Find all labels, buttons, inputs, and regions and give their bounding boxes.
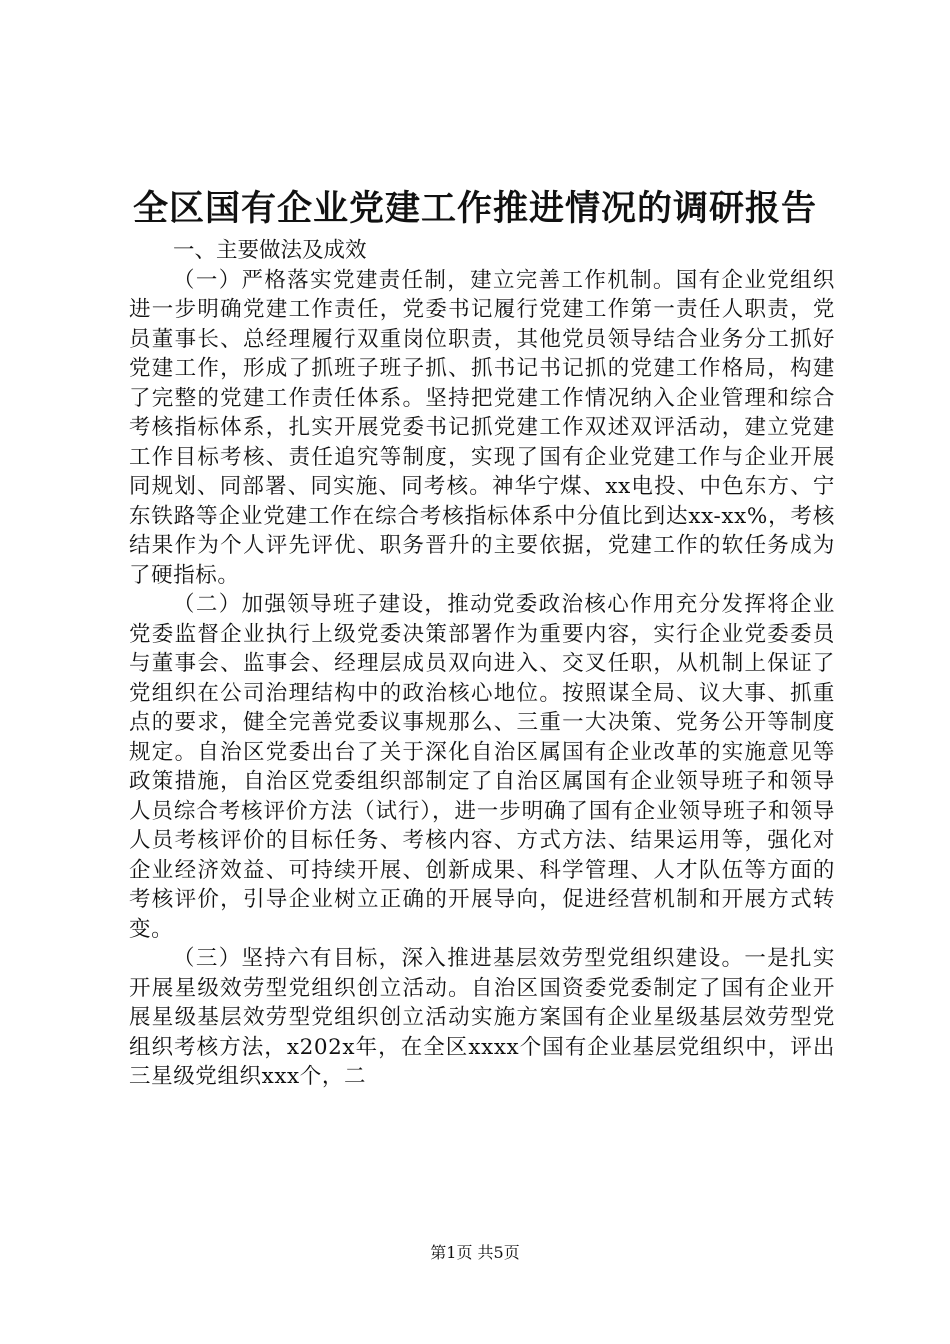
paragraph-2: （二）加强领导班子建设，推动党委政治核心作用充分发挥将企业党委监督企业执行上级党委决策部署作为重要内容，实行企业党委委员与董事会、监事会、经理层成员双向进入、交叉任职，从机制上保证了党组织在公司治理结构中的政治核心地位。按照谋全局、议大事、抓重点的要求，健全完善党委议事规那么、三重一大决策、党务公开等制度规定。自治区党委出台了关于深化自治区属国有企业改革的实施意见等政策措施，自治区党委组织部制定了自治区属国有企业领导班子和领导人员综合考核评价方法（试行），进一步明确了国有企业领导班子和领导人员考核评价的目标任务、考核内容、方式方法、结果运用等，强化对企业经济效益、可持续开展、创新成果、科学管理、人才队伍等方面的考核评价，引导企业树立正确的开展导向，促进经营机制和开展方式转变。 bbox=[129, 592, 835, 942]
paragraph-1: （一）严格落实党建责任制，建立完善工作机制。国有企业党组织进一步明确党建工作责任，党委书记履行党建工作第一责任人职责，党员董事长、总经理履行双重岗位职责，其他党员领导结合业务分工抓好党建工作，形成了抓班子班子抓、抓书记书记抓的党建工作格局，构建了完整的党建工作责任体系。坚持把党建工作情况纳入企业管理和综合考核指标体系，扎实开展党委书记抓党建工作双述双评活动，建立党建工作目标考核、责任追究等制度，实现了国有企业党建工作与企业开展同规划、同部署、同实施、同考核。神华宁煤、xx电投、中色东方、宁东铁路等企业党建工作在综合考核指标体系中分值比到达xx-xx%，考核结果作为个人评先评优、职务晋升的主要依据，党建工作的软任务成为了硬指标。 bbox=[129, 267, 835, 588]
paragraph-3: （三）坚持六有目标，深入推进基层效劳型党组织建设。一是扎实开展星级效劳型党组织创立活动。自治区国资委党委制定了国有企业开展星级基层效劳型党组织创立活动实施方案国有企业星级基层效劳型党组织考核方法，x202x年，在全区xxxx个国有企业基层党组织中，评出三星级党组织xxx个，二 bbox=[129, 946, 835, 1089]
page-number-footer: 第1页 共5页 bbox=[430, 1243, 520, 1262]
section-heading: 一、主要做法及成效 bbox=[173, 238, 367, 263]
document-title: 全区国有企业党建工作推进情况的调研报告 bbox=[132, 188, 817, 229]
document-body bbox=[129, 236, 835, 1092]
